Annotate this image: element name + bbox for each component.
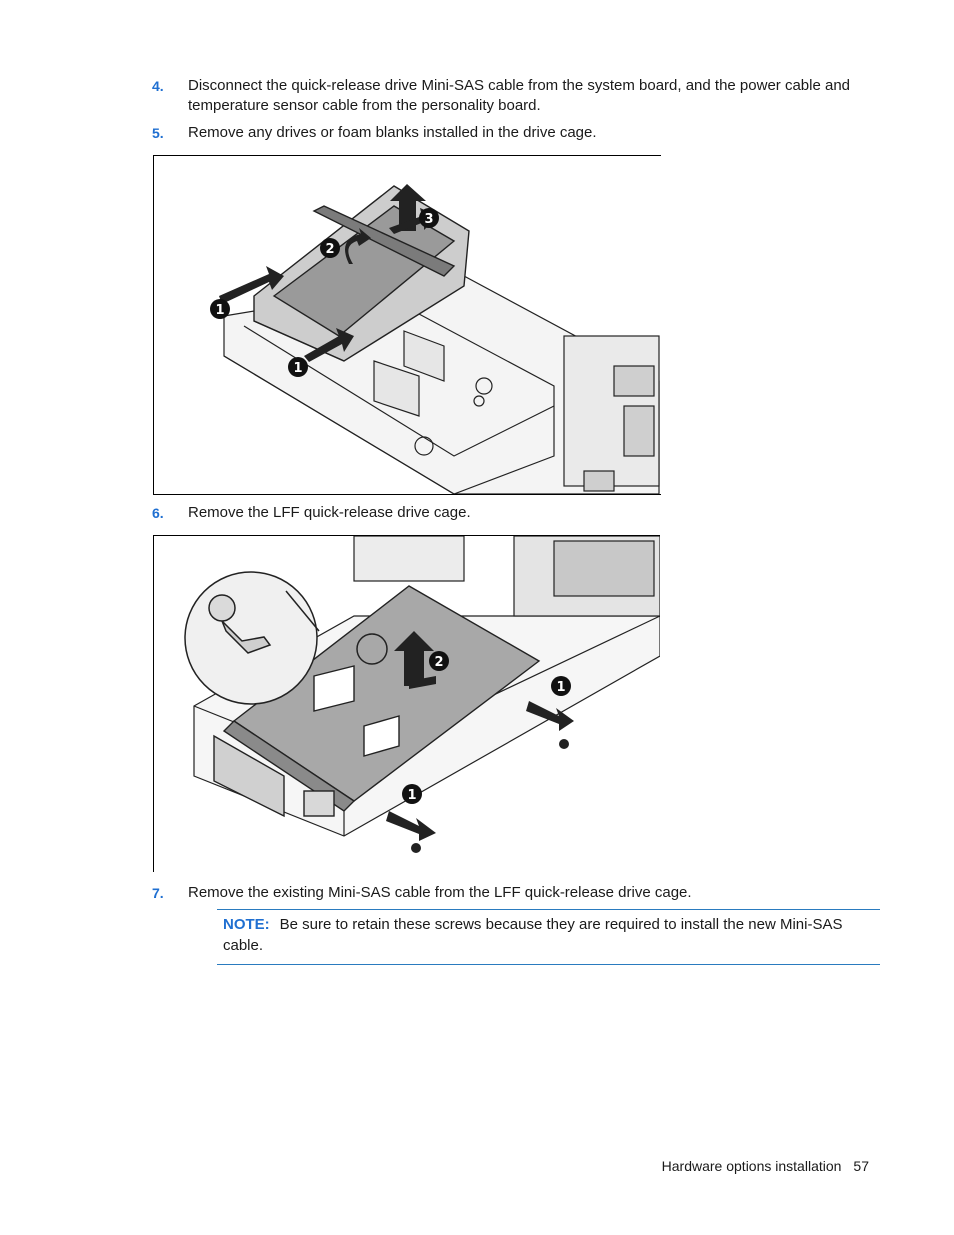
step-number: 6. <box>152 505 164 521</box>
callout-1a: 1 <box>215 303 225 318</box>
step-text: Disconnect the quick-release drive Mini-SAS cable from the system board, and the power cable and temperature sensor cable from the personality board. <box>188 77 850 114</box>
cage-removal-illustration <box>153 535 660 872</box>
page-number: 57 <box>853 1158 869 1174</box>
step-7 <box>152 883 872 903</box>
step-4 <box>152 76 872 116</box>
note-label: NOTE: <box>223 916 270 933</box>
footer-section-title: Hardware options installation <box>661 1158 842 1174</box>
callout-3: 3 <box>424 212 434 227</box>
step-number: 7. <box>152 885 164 901</box>
callout-2: 2 <box>325 242 335 257</box>
step-text: Remove the LFF quick-release drive cage. <box>188 504 471 521</box>
callout-1b: 1 <box>407 788 417 803</box>
step-number: 4. <box>152 78 164 94</box>
note-box <box>217 909 880 965</box>
step-text: Remove the existing Mini-SAS cable from the LFF quick-release drive cage. <box>188 884 692 901</box>
callout-1b: 1 <box>293 361 303 376</box>
callout-2: 2 <box>434 655 444 670</box>
drive-removal-illustration <box>153 155 661 495</box>
callout-1a: 1 <box>556 680 566 695</box>
step-text: Remove any drives or foam blanks installed in the drive cage. <box>188 124 597 141</box>
page-footer <box>662 1158 869 1174</box>
note-text: Be sure to retain these screws because they are required to install the new Mini-SAS cable. <box>223 916 843 954</box>
step-5 <box>152 123 872 143</box>
step-number: 5. <box>152 125 164 141</box>
step-6 <box>152 503 872 523</box>
